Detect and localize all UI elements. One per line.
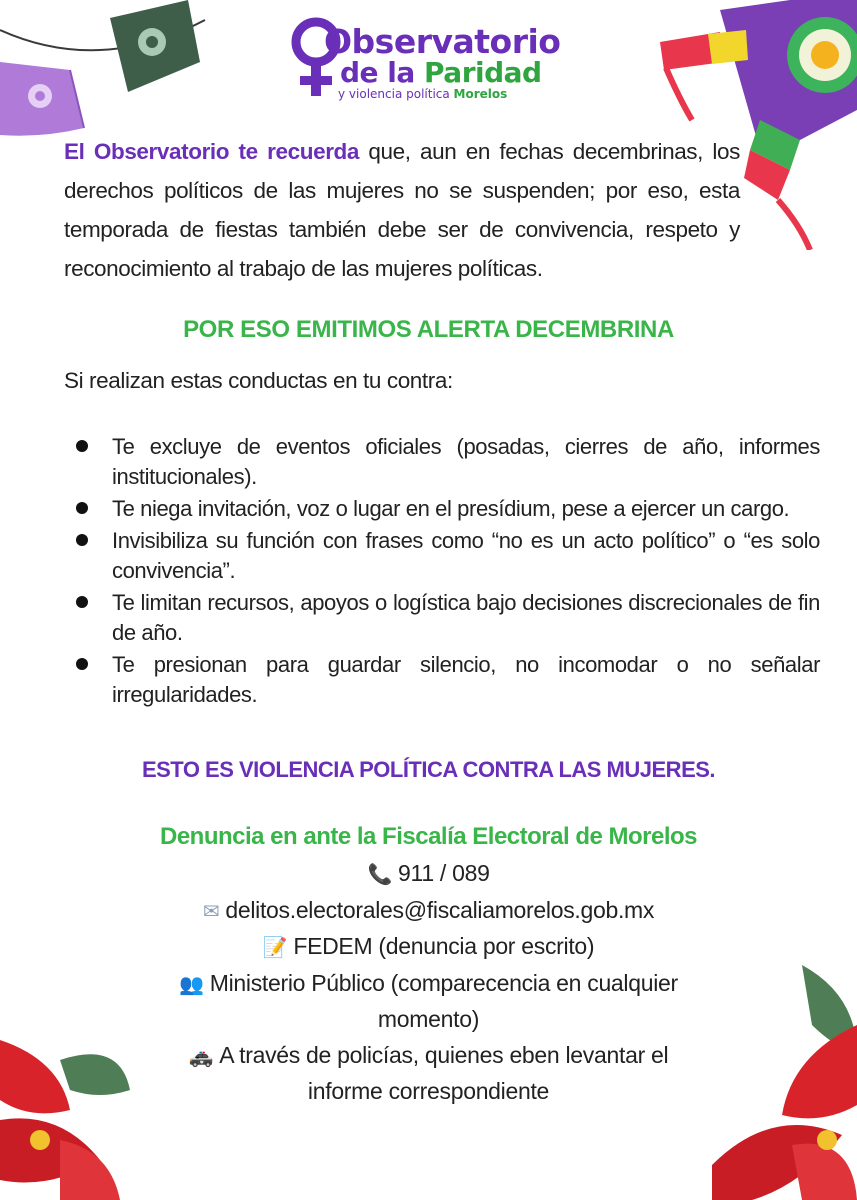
contact-phone <box>168 856 689 893</box>
list-item <box>64 432 820 492</box>
contact-list <box>168 856 689 1110</box>
intro-body: que, aun en fechas decembrinas, los derechos políticos de las mujeres no se suspenden; por eso, esta temporada de fiestas también debe ser de convivencia, respeto y reconocimiento al trabajo de las mujeres políticas. <box>64 139 740 281</box>
contact-email <box>168 893 689 930</box>
contact-text[interactable]: delitos.electorales@fiscaliamorelos.gob.mx <box>225 896 655 923</box>
list-item <box>64 494 820 524</box>
contact-fedem <box>168 929 689 966</box>
intro-paragraph <box>64 132 740 288</box>
logo-de-la: de la <box>340 56 425 89</box>
contact-ministerio <box>168 966 689 1038</box>
logo-line-morelos <box>338 87 507 101</box>
logo-line-paridad <box>340 56 542 89</box>
observatorio-logo <box>288 12 568 100</box>
list-item-text: Invisibiliza su función con frases como “no es un acto político” o “es solo convivencia”. <box>112 528 820 583</box>
envelope-icon: ✉ <box>202 898 220 923</box>
contact-text: 911 / 089 <box>398 860 490 886</box>
contact-text: FEDEM (denuncia por escrito) <box>293 933 595 959</box>
list-item-text: Te niega invitación, voz o lugar en el presídium, pese a ejercer un cargo. <box>112 496 790 521</box>
bullet-dot-icon <box>76 596 88 608</box>
intro-highlight: El Observatorio te recuerda <box>64 139 360 164</box>
list-item <box>64 588 820 648</box>
list-item-text: Te limitan recursos, apoyos o logística bajo decisiones discrecionales de fin de año. <box>112 590 820 645</box>
bullet-dot-icon <box>76 658 88 670</box>
conduct-list <box>64 432 820 712</box>
list-item <box>64 526 820 586</box>
bullet-dot-icon <box>76 440 88 452</box>
poinsettia-left-decoration <box>0 1020 130 1200</box>
contact-police <box>168 1038 689 1110</box>
logo-paridad: Paridad <box>424 56 542 89</box>
contact-text: A través de policías, quienes eben levantar el informe correspondiente <box>219 1041 669 1104</box>
police-car-icon: 🚓 <box>188 1043 214 1068</box>
poinsettia-right-decoration <box>712 965 857 1200</box>
bullet-dot-icon <box>76 502 88 514</box>
violence-heading: ESTO ES VIOLENCIA POLÍTICA CONTRA LAS MUJERES. <box>141 757 716 782</box>
list-item-text: Te excluye de eventos oficiales (posadas, cierres de año, informes institucionales). <box>112 434 820 489</box>
conduct-lead-text: Si realizan estas conductas en tu contra: <box>64 368 453 393</box>
logo-morelos: Morelos <box>453 87 508 101</box>
contact-text: Ministerio Público (comparecencia en cualquier momento) <box>209 969 678 1032</box>
denuncia-heading: Denuncia en ante la Fiscalía Electoral de Morelos <box>159 823 698 850</box>
logo-line-observatorio: Observatorio <box>324 22 561 61</box>
phone-icon: 📞 <box>367 862 393 886</box>
people-icon: 👥 <box>179 971 204 996</box>
papel-picado-decoration <box>0 0 210 145</box>
list-item <box>64 650 820 710</box>
alert-heading: POR ESO EMITIMOS ALERTA DECEMBRINA <box>183 316 674 343</box>
bullet-dot-icon <box>76 534 88 546</box>
memo-icon: 📝 <box>262 935 288 959</box>
logo-violencia: y violencia política <box>338 87 454 101</box>
list-item-text: Te presionan para guardar silencio, no incomodar o no señalar irregularidades. <box>112 652 820 707</box>
